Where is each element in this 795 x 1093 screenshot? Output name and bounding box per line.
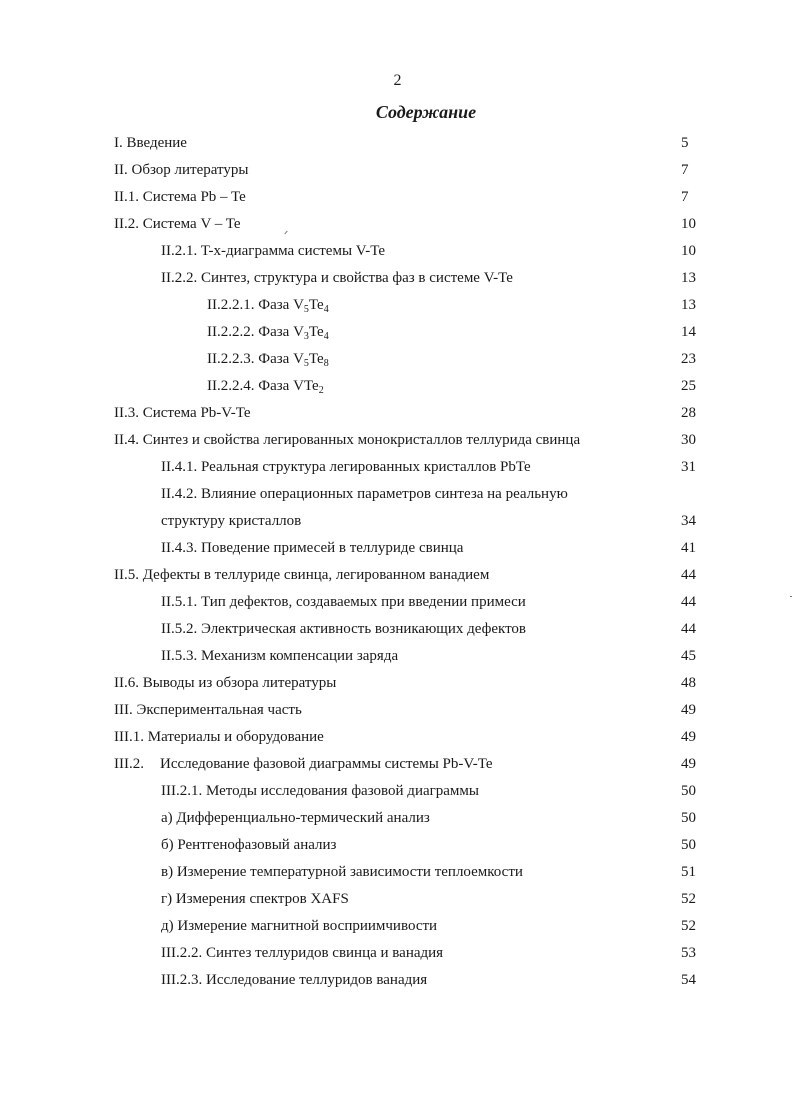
toc-entry — [0, 724, 795, 751]
toc-entry — [0, 670, 795, 697]
toc-entry — [0, 643, 795, 670]
table-of-contents — [0, 130, 795, 994]
toc-entry-title: II.5. Дефекты в теллуриде свинца, легированном ванадием — [114, 567, 490, 583]
toc-entry-title: III.2. Исследование фазовой диаграммы системы Pb-V-Te — [114, 751, 493, 778]
toc-entry — [0, 616, 795, 643]
toc-entry — [0, 130, 795, 157]
toc-entry — [0, 400, 795, 427]
toc-entry-page: 50 — [681, 783, 696, 799]
toc-entry-page: 30 — [681, 432, 696, 448]
toc-entry-title: II.4.3. Поведение примесей в теллуриде свинца — [161, 540, 464, 556]
toc-entry-title: г) Измерения спектров XAFS — [161, 891, 349, 907]
toc-entry-title: II.5.3. Механизм компенсации заряда — [161, 648, 399, 664]
toc-entry — [0, 832, 795, 859]
toc-entry-page: 10 — [681, 216, 696, 232]
toc-entry — [0, 913, 795, 940]
toc-entry — [0, 373, 795, 400]
toc-entry-title: I. Введение — [114, 135, 187, 151]
scan-speck — [790, 596, 792, 597]
toc-entry — [0, 184, 795, 211]
toc-entry-title: II.6. Выводы из обзора литературы — [114, 675, 337, 691]
toc-entry-title: III.1. Материалы и оборудование — [114, 729, 324, 745]
toc-entry-page: 49 — [681, 756, 696, 772]
toc-entry-page: 44 — [681, 567, 696, 583]
toc-entry — [0, 589, 795, 616]
toc-entry — [0, 535, 795, 562]
toc-entry-title: II.3. Система Pb-V-Te — [114, 405, 251, 421]
toc-entry — [0, 886, 795, 913]
toc-entry-page: 45 — [681, 648, 696, 664]
toc-entry-page: 7 — [681, 189, 689, 205]
toc-entry-title: структуру кристаллов — [161, 513, 302, 529]
toc-entry-page: 52 — [681, 918, 696, 934]
toc-entry — [0, 292, 795, 319]
toc-entry — [0, 211, 795, 238]
toc-entry-title: II.4.1. Реальная структура легированных кристаллов PbTe — [161, 459, 531, 475]
toc-entry-title: б) Рентгенофазовый анализ — [161, 837, 337, 853]
toc-entry-page: 51 — [681, 864, 696, 880]
toc-entry-page: 13 — [681, 270, 696, 286]
toc-entry-title: а) Дифференциально-термический анализ — [161, 810, 430, 826]
toc-entry — [0, 265, 795, 292]
toc-entry — [0, 967, 795, 994]
toc-entry-title: III.2.1. Методы исследования фазовой диаграммы — [161, 783, 479, 799]
toc-entry-page: 50 — [681, 837, 696, 853]
toc-entry-page: 41 — [681, 540, 696, 556]
toc-entry — [0, 481, 795, 508]
toc-entry-page: 49 — [681, 702, 696, 718]
toc-entry — [0, 697, 795, 724]
toc-entry-page: 53 — [681, 945, 696, 961]
toc-entry-title: II.2.2.2. Фаза $V_3Te_4$ — [207, 324, 329, 342]
toc-entry-page: 23 — [681, 351, 696, 367]
toc-entry — [0, 751, 795, 778]
toc-entry-title: II.2.2.1. Фаза $V_5Te_4$ — [207, 297, 329, 315]
page-title: Содержание — [375, 102, 477, 122]
toc-entry-title: II.2.2.4. Фаза VTe$_2$ — [207, 378, 324, 396]
toc-entry — [0, 238, 795, 265]
toc-entry-continuation — [0, 508, 795, 535]
toc-entry-page: 52 — [681, 891, 696, 907]
toc-entry-title: II.2. Система V – Te — [114, 216, 241, 232]
toc-entry-page: 50 — [681, 810, 696, 826]
toc-entry-title: II.5.2. Электрическая активность возникающих дефектов — [161, 621, 527, 637]
toc-entry-title: III.2.2. Синтез теллуридов свинца и ванадия — [161, 945, 444, 961]
toc-entry-title: III.2.3. Исследование теллуридов ванадия — [161, 972, 428, 988]
toc-entry-page: 14 — [681, 324, 696, 340]
toc-entry-page: 28 — [681, 405, 696, 421]
toc-entry — [0, 562, 795, 589]
page-number: 2 — [393, 72, 402, 89]
toc-entry — [0, 454, 795, 481]
toc-entry — [0, 778, 795, 805]
toc-entry-page: 49 — [681, 729, 696, 745]
toc-entry-page: 7 — [681, 162, 689, 178]
toc-entry-page: 5 — [681, 135, 689, 151]
toc-entry-page: 44 — [681, 594, 696, 610]
toc-entry — [0, 940, 795, 967]
toc-entry-page: 48 — [681, 675, 696, 691]
toc-entry-page: 10 — [681, 243, 696, 259]
toc-entry-title: II. Обзор литературы — [114, 162, 249, 178]
toc-entry-title: в) Измерение температурной зависимости теплоемкости — [161, 864, 523, 880]
toc-entry — [0, 319, 795, 346]
toc-entry-title: II.4.2. Влияние операционных параметров синтеза на реальную — [161, 486, 568, 502]
toc-entry-page: 44 — [681, 621, 696, 637]
toc-entry-title: II.2.2. Синтез, структура и свойства фаз в системе V-Te — [161, 270, 513, 286]
toc-entry-page: 13 — [681, 297, 696, 313]
toc-entry-number: III.2. — [114, 756, 144, 772]
toc-entry-page: 25 — [681, 378, 696, 394]
toc-entry — [0, 346, 795, 373]
toc-entry-title: II.5.1. Тип дефектов, создаваемых при введении примеси — [161, 594, 526, 610]
toc-entry-title: II.4. Синтез и свойства легированных монокристаллов теллурида свинца — [114, 432, 581, 448]
toc-entry-title: III. Экспериментальная часть — [114, 702, 302, 718]
toc-entry-page: 34 — [681, 513, 696, 529]
toc-entry-title: II.2.2.3. Фаза $V_5Te_8$ — [207, 351, 329, 369]
toc-entry-page: 54 — [681, 972, 696, 988]
toc-entry-page: 31 — [681, 459, 696, 475]
toc-entry — [0, 805, 795, 832]
toc-entry-title: II.2.1. T-x-диаграмма системы V-Te — [161, 243, 386, 259]
toc-entry — [0, 157, 795, 184]
toc-entry-title: II.1. Система Pb – Te — [114, 189, 246, 205]
toc-entry — [0, 427, 795, 454]
toc-entry-title: д) Измерение магнитной восприимчивости — [161, 918, 438, 934]
toc-entry — [0, 859, 795, 886]
